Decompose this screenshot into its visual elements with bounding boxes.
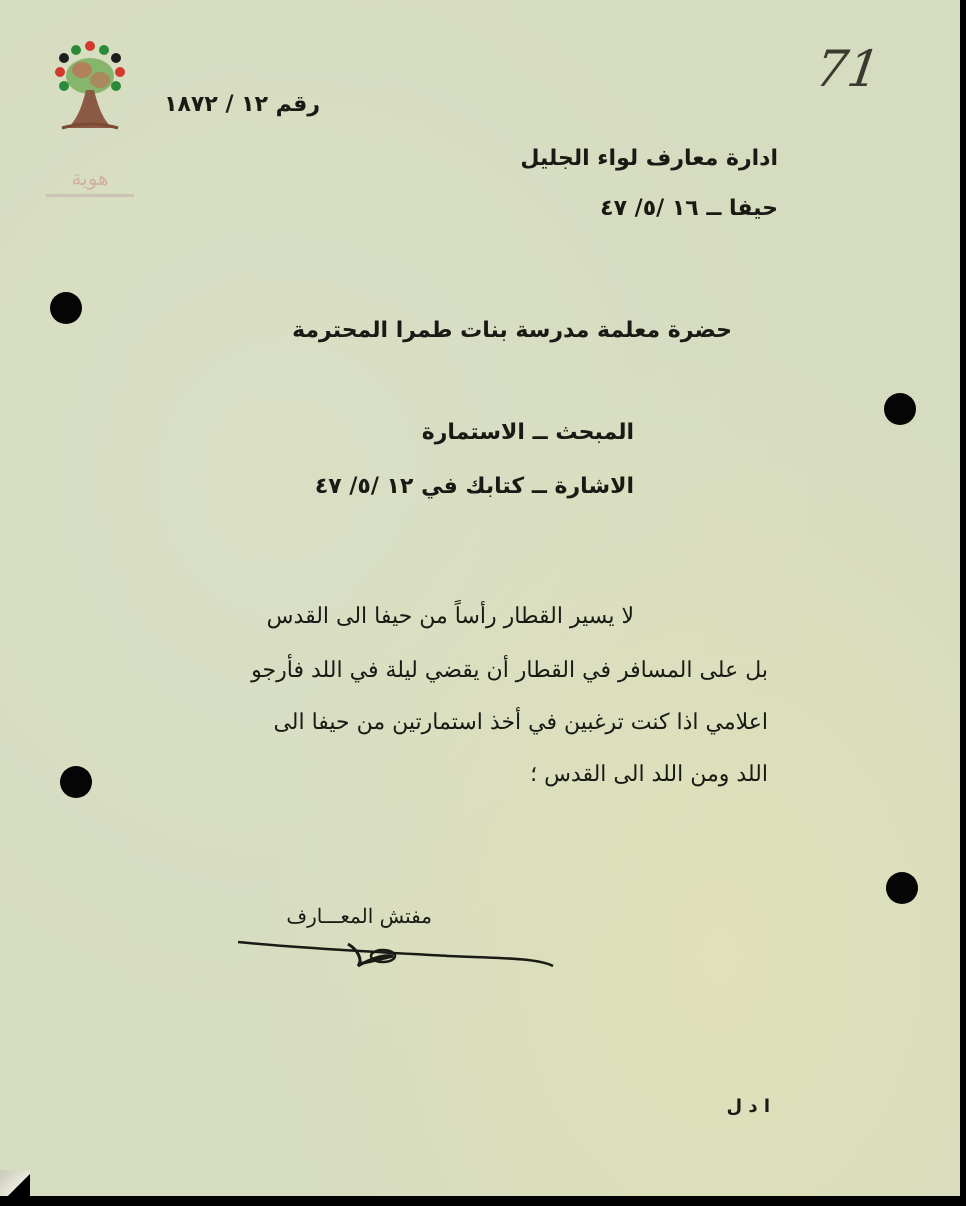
signature-title: مفتش المعـــارف [286,904,432,928]
handwritten-signature [218,930,563,980]
punch-hole-left-bottom [60,766,92,798]
folded-corner [0,1170,30,1196]
punch-hole-left-top [50,292,82,324]
subject-line: المبحث ــ الاستمارة [421,420,634,445]
body-line-2: بل على المسافر في القطار أن يقضي ليلة في اللد فأرجو [251,658,768,683]
addressee: حضرة معلمة مدرسة بنات طمرا المحترمة [292,318,732,343]
tree-icon [42,36,138,166]
department-name: ادارة معارف لواء الجليل [520,146,778,171]
typist-initials: ا د ل [726,1096,770,1117]
logo-wordmark: هوية [71,166,109,190]
place-date: حيفا ــ ١٦ /٥/ ٤٧ [600,196,778,221]
scan-border-bottom [0,1196,966,1206]
body-line-1: لا يسير القطار رأساً من حيفا الى القدس [266,604,634,629]
logo-caption-line [46,194,134,197]
body-line-3: اعلامي اذا كنت ترغبين في أخذ استمارتين من حيفا الى [273,710,768,735]
archive-page-number: 71 [812,40,885,98]
tree-people-logo [42,36,138,196]
punch-hole-right-top [884,393,916,425]
reference-line: الاشارة ــ كتابك في ١٢ /٥/ ٤٧ [314,474,634,499]
reference-number: رقم ١٢ / ١٨٧٢ [164,92,320,117]
punch-hole-right-bottom [886,872,918,904]
body-line-4: اللد ومن اللد الى القدس ؛ [530,762,768,787]
scan-border-right [960,0,966,1206]
